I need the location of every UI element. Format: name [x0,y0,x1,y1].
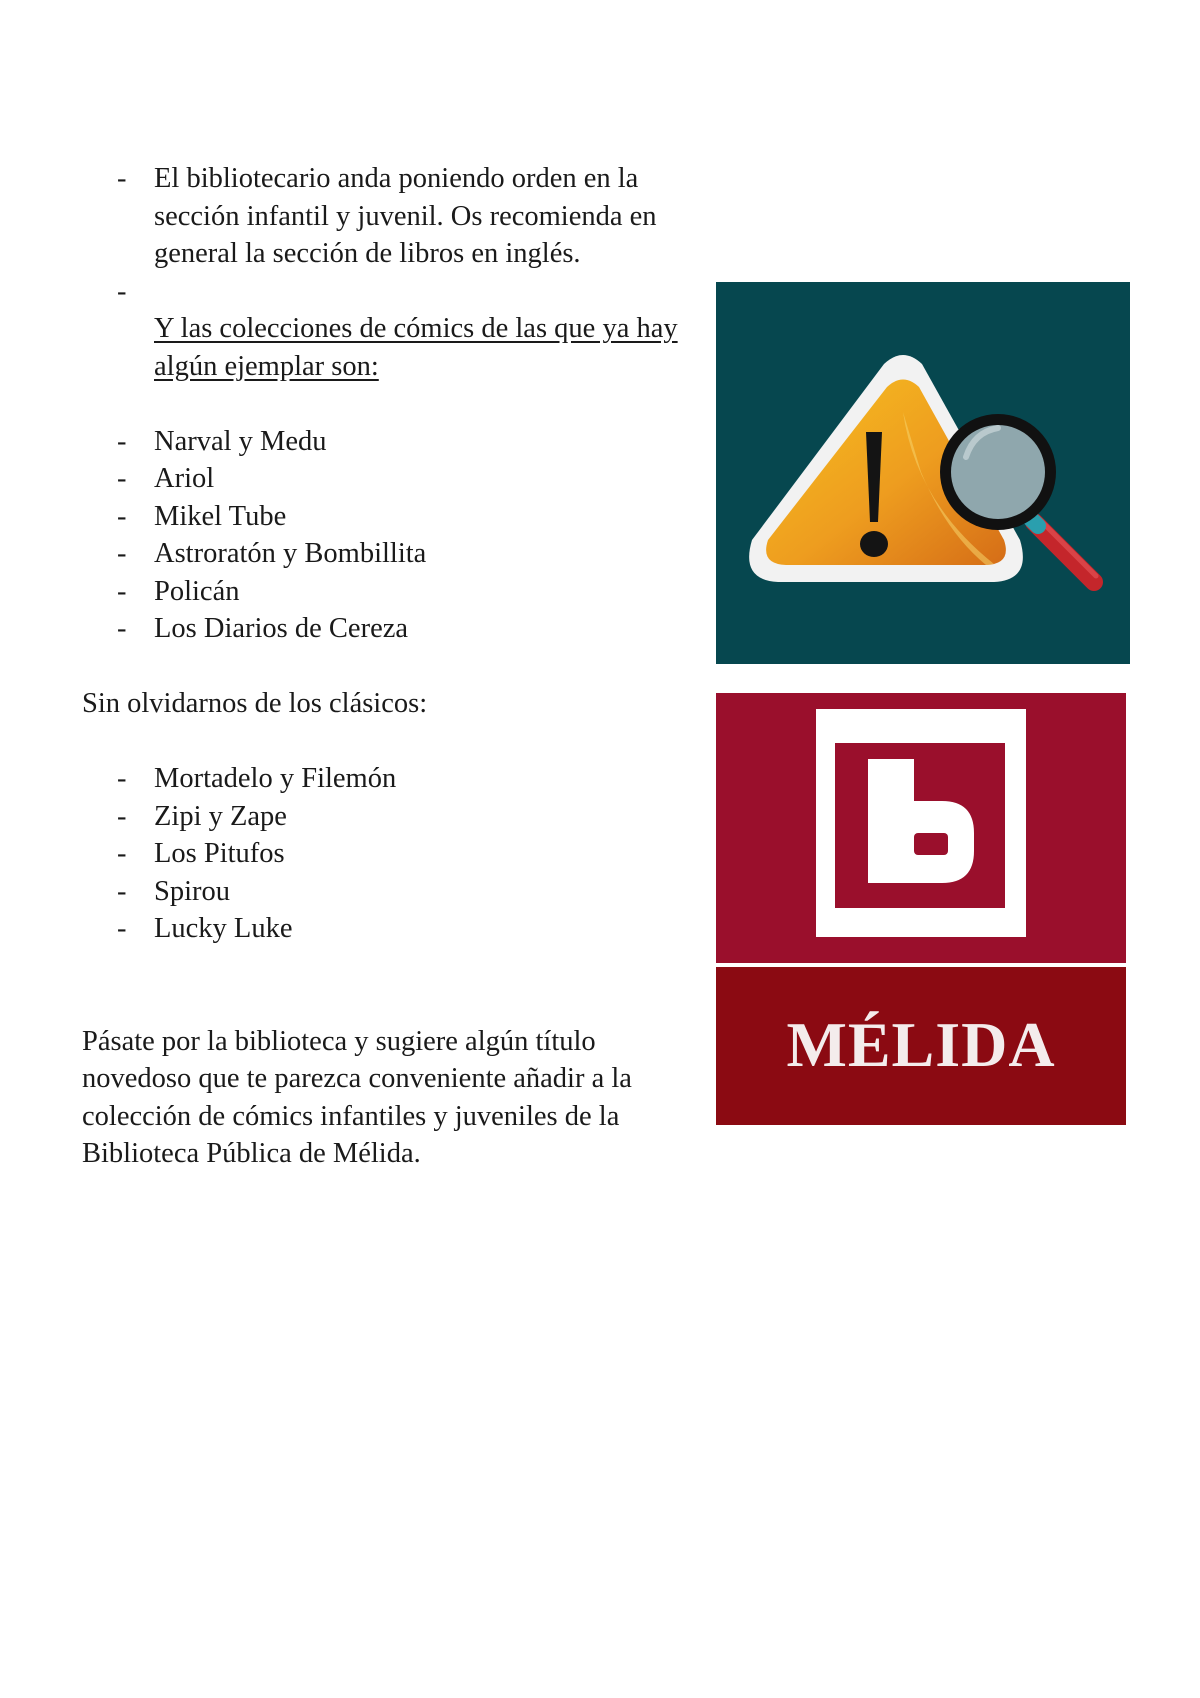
logo-text: MÉLIDA [786,1009,1056,1080]
intro-list [82,160,682,310]
list-item: - Astroratón y Bombillita [154,535,682,573]
list-item: - El bibliotecario anda poniendo orden en la sección infantil y juvenil. Os recomienda en general la sección de libros en inglés. [154,160,682,273]
list-item: - Narval y Medu [154,423,682,461]
list-item: - Zipi y Zape [154,798,682,836]
list-item: - Los Diarios de Cereza [154,610,682,648]
collections-heading: Y las colecciones de cómics de las que ya hay algún ejemplar son: [154,313,678,382]
spacer [82,648,682,686]
exclamation-dot [860,531,888,557]
spacer [82,948,682,1023]
collections-list [82,423,682,648]
list-item: - Mikel Tube [154,498,682,536]
list-item: - Mortadelo y Filemón [154,760,682,798]
list-item-empty [154,273,682,311]
classics-intro: Sin olvidarnos de los clásicos: [82,688,428,719]
spacer [82,723,682,761]
classics-list [82,760,682,948]
spacer [82,385,682,423]
list-item: - Lucky Luke [154,910,682,948]
collections-heading-item [154,310,682,385]
warning-magnifier-icon [716,282,1130,664]
text-column [82,160,682,1173]
list-item: - Policán [154,573,682,611]
closing-paragraph: Pásate por la biblioteca y sugiere algún título novedoso que te parezca conveniente añadir a la colección de cómics infantiles y juveniles de la Biblioteca Pública de Mélida. [82,1025,632,1169]
collections-heading-wrap [82,310,682,385]
library-logo [716,693,1126,1125]
magnifier-lens [951,425,1045,519]
list-item: - Los Pitufos [154,835,682,873]
list-item: - Ariol [154,460,682,498]
list-item: - Spirou [154,873,682,911]
